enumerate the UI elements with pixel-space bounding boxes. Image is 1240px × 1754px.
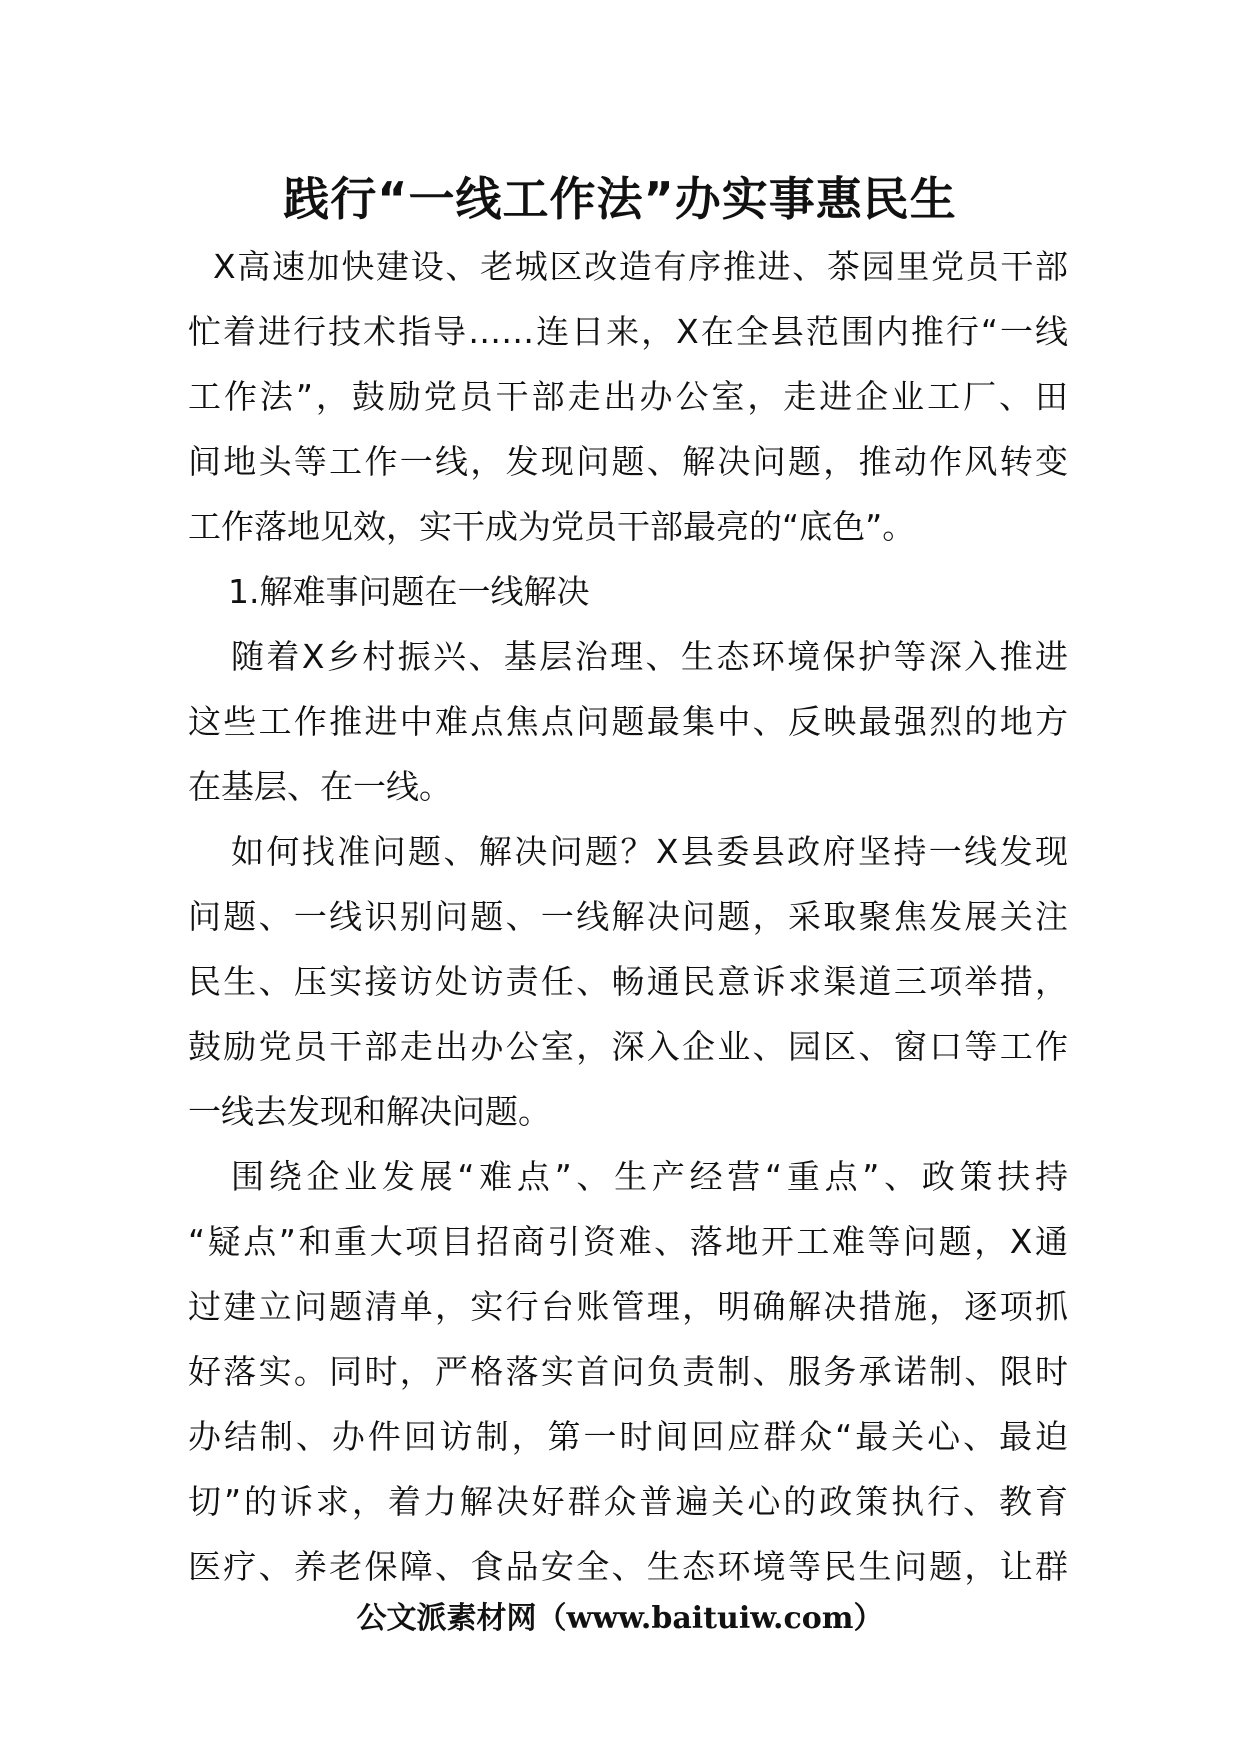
footer-watermark: 公文派素材网（www.baituiw.com） (356, 1601, 884, 1636)
body-line: 切”的诉求，着力解决好群众普遍关心的政策执行、教育 (188, 1482, 1068, 1521)
body-line: X高速加快建设、老城区改造有序推进、茶园里党员干部 (213, 247, 1068, 286)
body-line: 过建立问题清单，实行台账管理，明确解决措施，逐项抓 (188, 1287, 1068, 1326)
body-line: 鼓励党员干部走出办公室，深入企业、园区、窗口等工作 (188, 1027, 1068, 1066)
document-title: 践行“一线工作法”办实事惠民生 (283, 172, 957, 226)
body-line: 办结制、办件回访制，第一时间回应群众“最关心、最迫 (188, 1417, 1068, 1456)
body-line: 工作法”，鼓励党员干部走出办公室，走进企业工厂、田 (188, 377, 1068, 416)
body-line: 随着X乡村振兴、基层治理、生态环境保护等深入推进 (231, 637, 1068, 676)
body-line: 如何找准问题、解决问题？X县委县政府坚持一线发现 (231, 832, 1068, 871)
body-line: 问题、一线识别问题、一线解决问题，采取聚焦发展关注 (188, 897, 1068, 936)
body-line: 这些工作推进中难点焦点问题最集中、反映最强烈的地方 (188, 702, 1068, 741)
body-line: 1.解难事问题在一线解决 (228, 572, 590, 611)
body-line: 一线去发现和解决问题。 (188, 1092, 551, 1131)
body-line: 围绕企业发展“难点”、生产经营“重点”、政策扶持 (231, 1157, 1068, 1196)
document-body (188, 234, 1068, 1599)
body-line: 忙着进行技术指导……连日来，X在全县范围内推行“一线 (188, 312, 1068, 351)
body-line: 好落实。同时，严格落实首问负责制、服务承诺制、限时 (188, 1352, 1068, 1391)
body-line: 民生、压实接访处访责任、畅通民意诉求渠道三项举措， (188, 962, 1068, 1001)
body-line: 在基层、在一线。 (188, 767, 452, 806)
body-line: 间地头等工作一线，发现问题、解决问题，推动作风转变 (188, 442, 1068, 481)
body-line: 医疗、养老保障、食品安全、生态环境等民生问题，让群 (188, 1547, 1068, 1586)
body-line: “疑点”和重大项目招商引资难、落地开工难等问题，X通 (188, 1222, 1068, 1261)
body-line: 工作落地见效，实干成为党员干部最亮的“底色”。 (188, 507, 916, 546)
